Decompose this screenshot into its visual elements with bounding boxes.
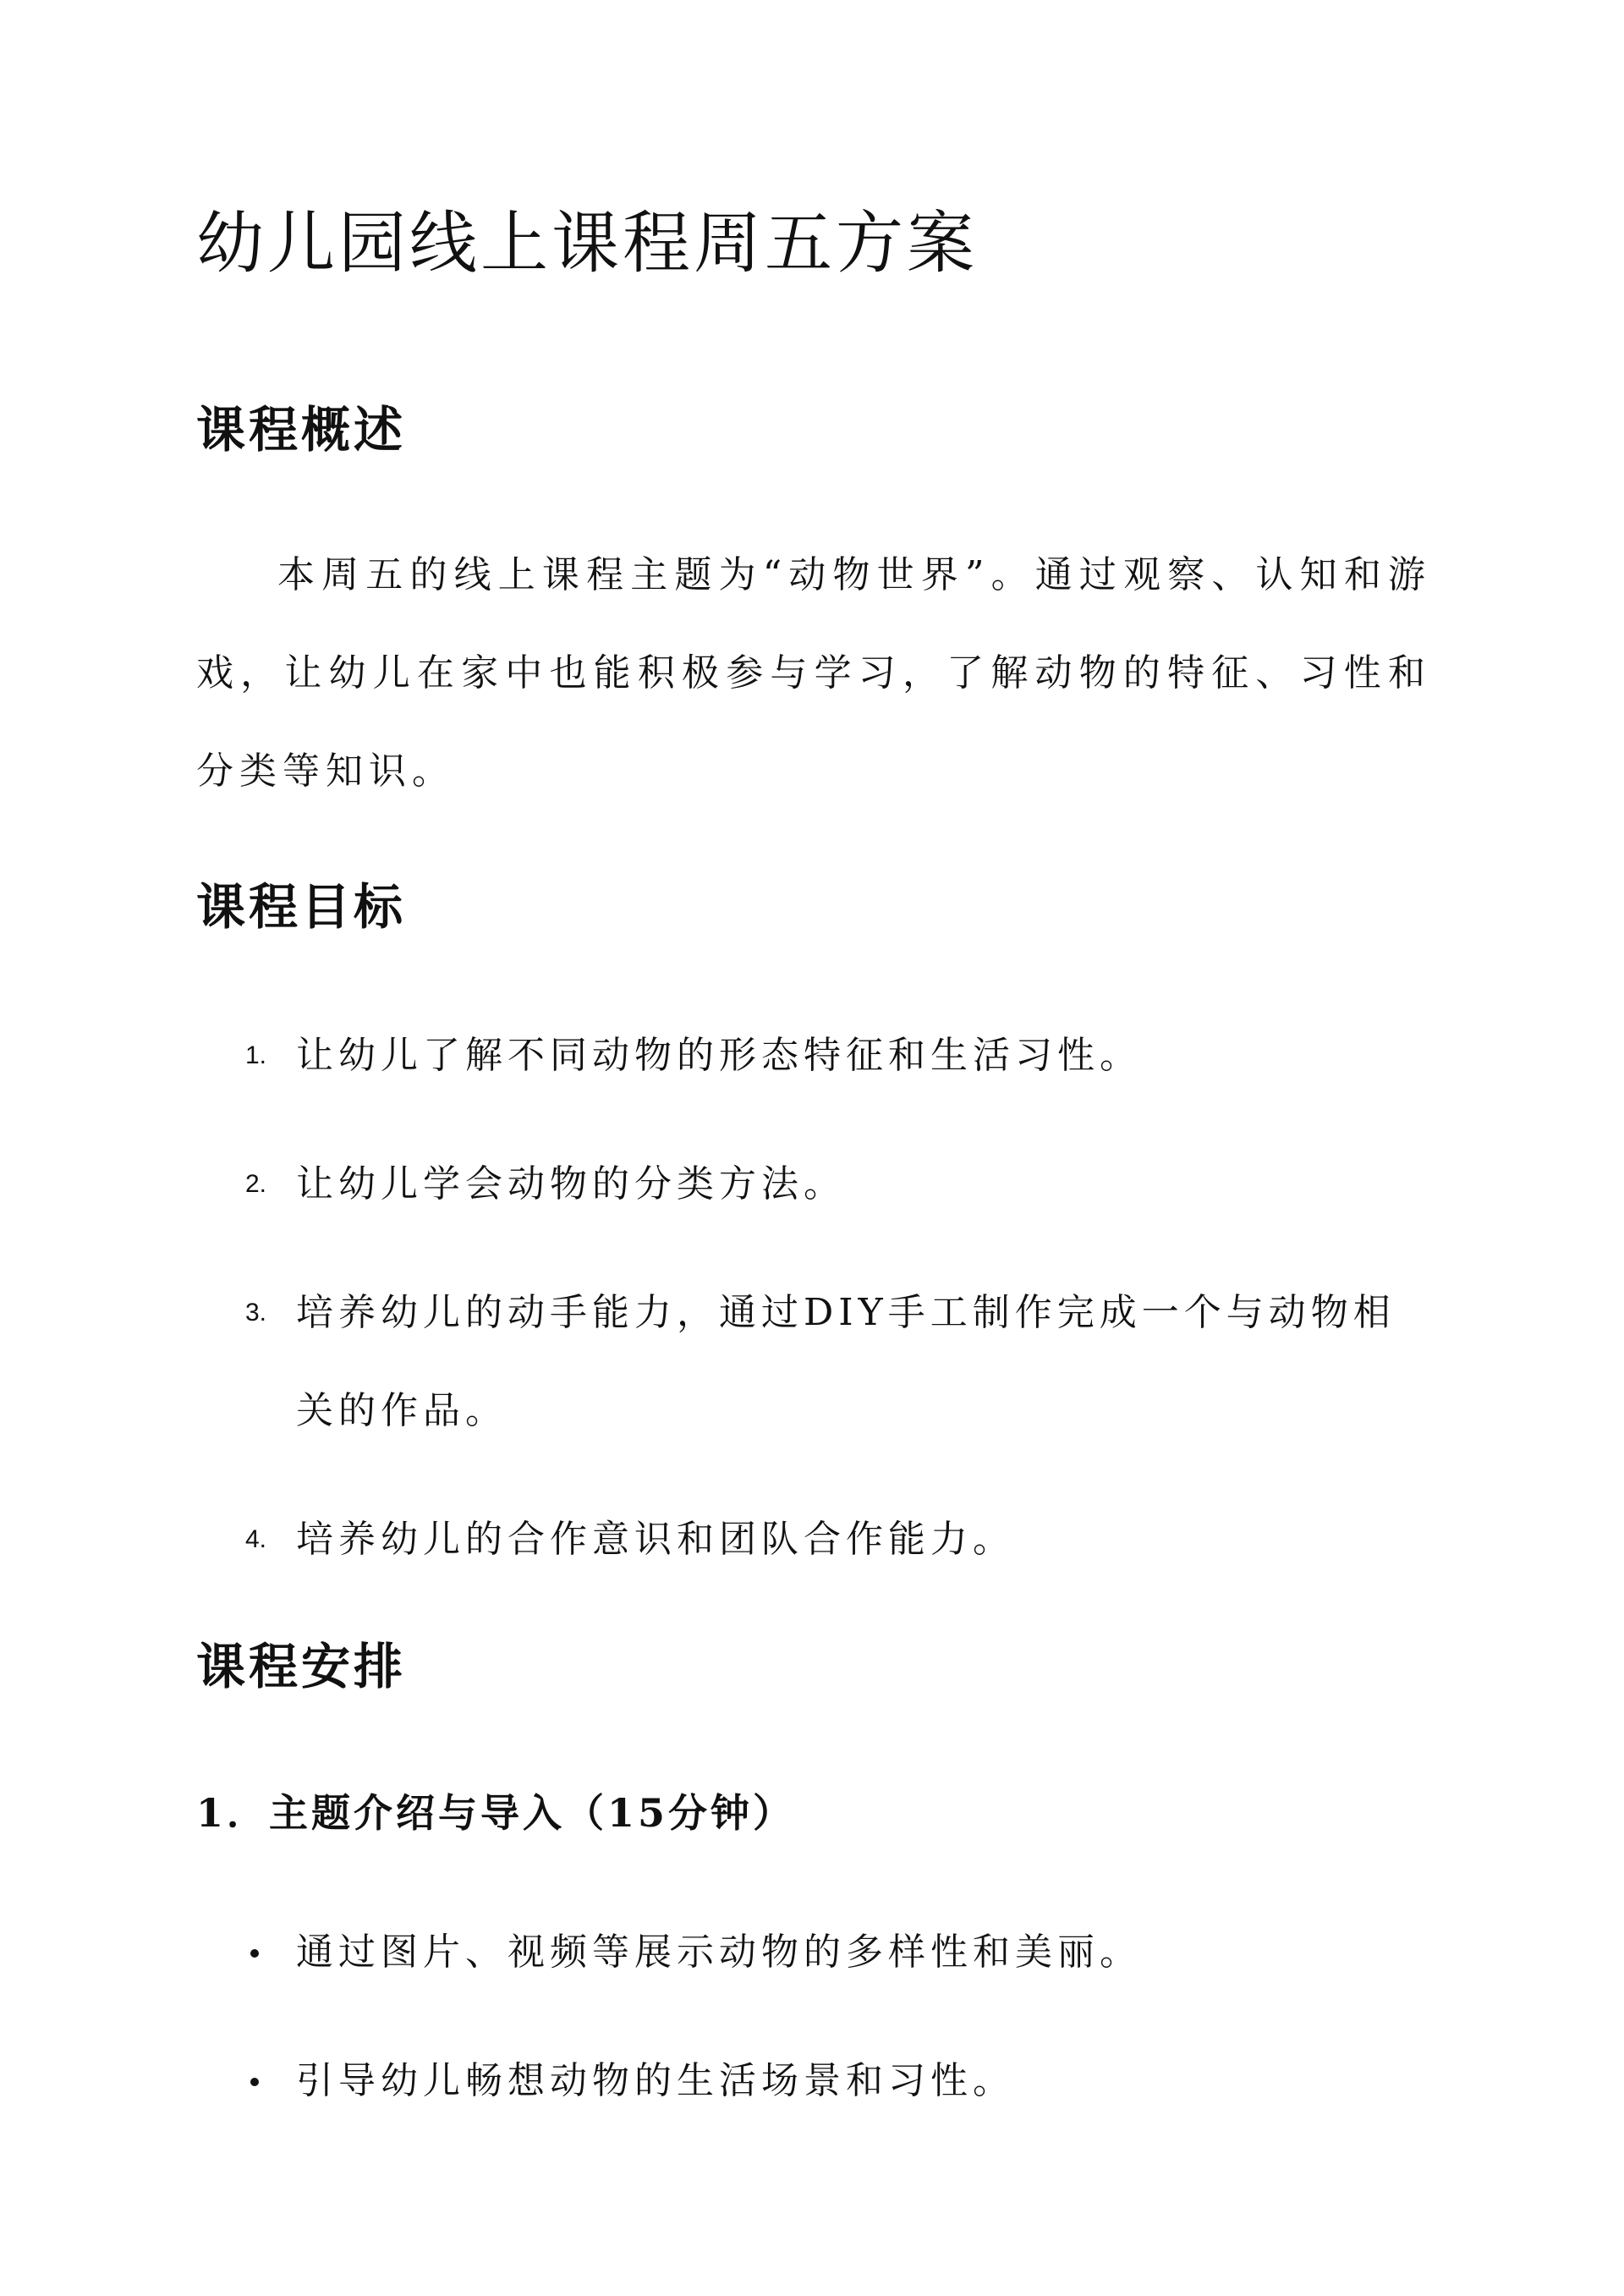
section-heading-goals: 课程目标 bbox=[196, 878, 407, 936]
bullet-icon bbox=[250, 2078, 259, 2086]
list-item bbox=[196, 1903, 1431, 2002]
overview-paragraph: 本周五的线上课程主题为“动物世界”。通过观察、认知和游戏，让幼儿在家中也能积极参与学习，了解动物的特征、习性和分类等知识。 bbox=[196, 553, 1431, 793]
document-title: 幼儿园线上课程周五方案 bbox=[196, 204, 978, 283]
goal-item bbox=[196, 1491, 1431, 1589]
section-heading-schedule: 课程安排 bbox=[196, 1638, 407, 1695]
goal-text: 让幼儿学会动物的分类方法。 bbox=[296, 1162, 846, 1206]
list-item-text: 引导幼儿畅想动物的生活场景和习性。 bbox=[296, 2059, 1015, 2102]
bullet-icon bbox=[250, 1949, 259, 1958]
schedule-section-1-list bbox=[196, 1903, 1431, 2161]
goal-text: 培养幼儿的合作意识和团队合作能力。 bbox=[296, 1518, 1015, 1561]
goal-item bbox=[196, 1135, 1431, 1233]
list-item-text: 通过图片、视频等展示动物的多样性和美丽。 bbox=[296, 1931, 1142, 1974]
section-heading-overview: 课程概述 bbox=[196, 401, 407, 459]
goal-text: 让幼儿了解不同动物的形态特征和生活习性。 bbox=[296, 1034, 1142, 1077]
goal-item bbox=[196, 1264, 1431, 1460]
goal-number: 2. bbox=[245, 1170, 267, 1198]
goals-list bbox=[196, 1007, 1431, 1619]
goal-item bbox=[196, 1007, 1431, 1105]
list-item bbox=[196, 2032, 1431, 2130]
schedule-section-1-heading: 1．主题介绍与导入（15分钟） bbox=[196, 1790, 796, 1836]
goal-number: 3. bbox=[245, 1299, 267, 1327]
goal-text: 培养幼儿的动手能力，通过DIY手工制作完成一个与动物相关的作品。 bbox=[296, 1291, 1396, 1432]
goal-number: 4. bbox=[245, 1525, 267, 1553]
goal-number: 1. bbox=[245, 1041, 267, 1069]
